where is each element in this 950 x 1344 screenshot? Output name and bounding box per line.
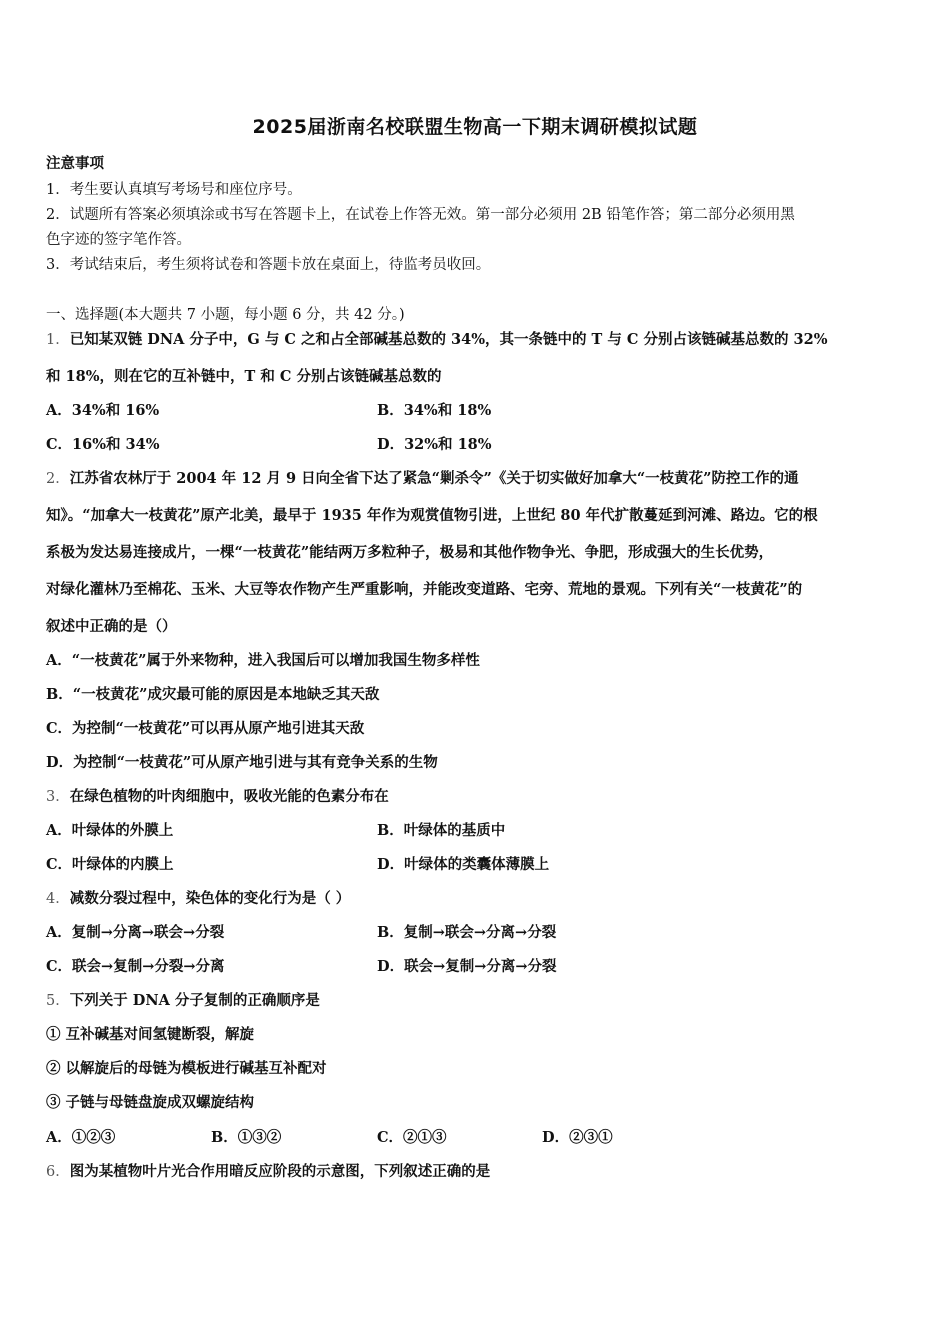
question-1-number: 1． <box>46 332 70 348</box>
question-3-text-1: 在绿色植物的叶肉细胞中，吸收光能的色素分布在 <box>69 788 389 805</box>
question-5-statement-1: ① 互补碱基对间氢键断裂，解旋 <box>46 1026 255 1043</box>
question-1-option-d: D．32%和 18% <box>377 436 492 453</box>
question-5-option-c: C．②①③ <box>377 1129 447 1146</box>
question-5-option-b: B．①③② <box>211 1129 282 1146</box>
question-4-option-d: D．联会→复制→分离→分裂 <box>377 958 557 975</box>
question-1-option-c: C．16%和 34% <box>46 436 160 453</box>
question-5-line-1 <box>46 989 908 1010</box>
question-3-option-d: D．叶绿体的类囊体薄膜上 <box>377 856 550 873</box>
question-3-option-b: B．叶绿体的基质中 <box>377 822 506 839</box>
question-5-statement-3: ③ 子链与母链盘旋成双螺旋结构 <box>46 1094 255 1111</box>
question-1-option-a: A．34%和 16% <box>46 402 160 419</box>
question-1-text-1: 已知某双链 DNA 分子中，G 与 C 之和占全部碱基总数的 34%，其一条链中的 T 与 C 分别占该链碱基总数的 32% <box>69 331 828 348</box>
question-2-option-b: B．“一枝黄花”成灾最可能的原因是本地缺乏其天敌 <box>46 686 380 703</box>
question-4-line-1 <box>46 887 908 908</box>
question-2-text-3: 系极为发达易连接成片，一棵“一枝黄花”能结两万多粒种子，极易和其他作物争光、争肥，形成强大的生长优势， <box>46 544 774 561</box>
question-4-number: 4． <box>46 891 70 907</box>
notice-heading: 注意事项 <box>46 155 104 172</box>
question-1-line-1 <box>46 328 908 349</box>
section-heading: 一、选择题(本大题共 7 小题，每小题 6 分，共 42 分。) <box>46 307 405 323</box>
question-6-number: 6． <box>46 1164 70 1180</box>
notice-item-2-cont: 色字迹的签字笔作答。 <box>46 232 191 248</box>
question-5-number: 5． <box>46 993 70 1009</box>
question-5-statement-2: ② 以解旋后的母链为模板进行碱基互补配对 <box>46 1060 327 1077</box>
question-5-option-a: A．①②③ <box>46 1129 116 1146</box>
question-3-option-c: C．叶绿体的内膜上 <box>46 856 174 873</box>
question-4-text-1: 减数分裂过程中，染色体的变化行为是（ ） <box>69 890 351 907</box>
page-title: 2025届浙南名校联盟生物高一下期末调研模拟试题 <box>252 116 698 138</box>
notice-item-2: 2．试题所有答案必须填涂或书写在答题卡上，在试卷上作答无效。第一部分必须用 2B 铅笔作答；第二部分必须用黑 <box>46 207 795 223</box>
question-1-option-b: B．34%和 18% <box>377 402 492 419</box>
question-2-option-a: A．“一枝黄花”属于外来物种，进入我国后可以增加我国生物多样性 <box>46 652 480 669</box>
question-2-text-2: 知》。“加拿大一枝黄花”原产北美，最早于 1935 年作为观赏值物引进，上世纪 80 年代扩散蔓延到河滩、路边。它的根 <box>46 507 818 524</box>
question-6-line-1 <box>46 1160 908 1181</box>
question-4-option-c: C．联会→复制→分裂→分离 <box>46 958 225 975</box>
notice-item-1: 1．考生要认真填写考场号和座位序号。 <box>46 182 302 198</box>
question-3-line-1 <box>46 785 908 806</box>
notice-item-3: 3．考试结束后，考生须将试卷和答题卡放在桌面上，待监考员收回。 <box>46 257 491 273</box>
question-5-text-1: 下列关于 DNA 分子复制的正确顺序是 <box>69 992 320 1009</box>
question-2-option-d: D．为控制“一枝黄花”可从原产地引进与其有竞争关系的生物 <box>46 754 438 771</box>
question-2-text-4: 对绿化灌林乃至棉花、玉米、大豆等农作物产生严重影响，并能改变道路、宅旁、荒地的景观。下列有关“一枝黄花”的 <box>46 581 803 598</box>
question-2-text-1: 江苏省农林厅于 2004 年 12 月 9 日向全省下达了紧急“剿杀令”《关于切实做好加拿大“一枝黄花”防控工作的通 <box>69 470 799 487</box>
question-3-option-a: A．叶绿体的外膜上 <box>46 822 174 839</box>
question-2-text-5: 叙述中正确的是（） <box>46 618 177 635</box>
question-6-text-1: 图为某植物叶片光合作用暗反应阶段的示意图，下列叙述正确的是 <box>69 1163 491 1180</box>
question-4-option-a: A．复制→分离→联会→分裂 <box>46 924 225 941</box>
question-5-option-d: D．②③① <box>542 1129 613 1146</box>
question-1-text-2: 和 18%，则在它的互补链中，T 和 C 分别占该链碱基总数的 <box>46 368 442 385</box>
question-2-option-c: C．为控制“一枝黄花”可以再从原产地引进其天敌 <box>46 720 365 737</box>
question-2-number: 2． <box>46 471 70 487</box>
question-3-number: 3． <box>46 789 70 805</box>
question-4-option-b: B．复制→联会→分离→分裂 <box>377 924 557 941</box>
question-2-line-1 <box>46 467 908 488</box>
